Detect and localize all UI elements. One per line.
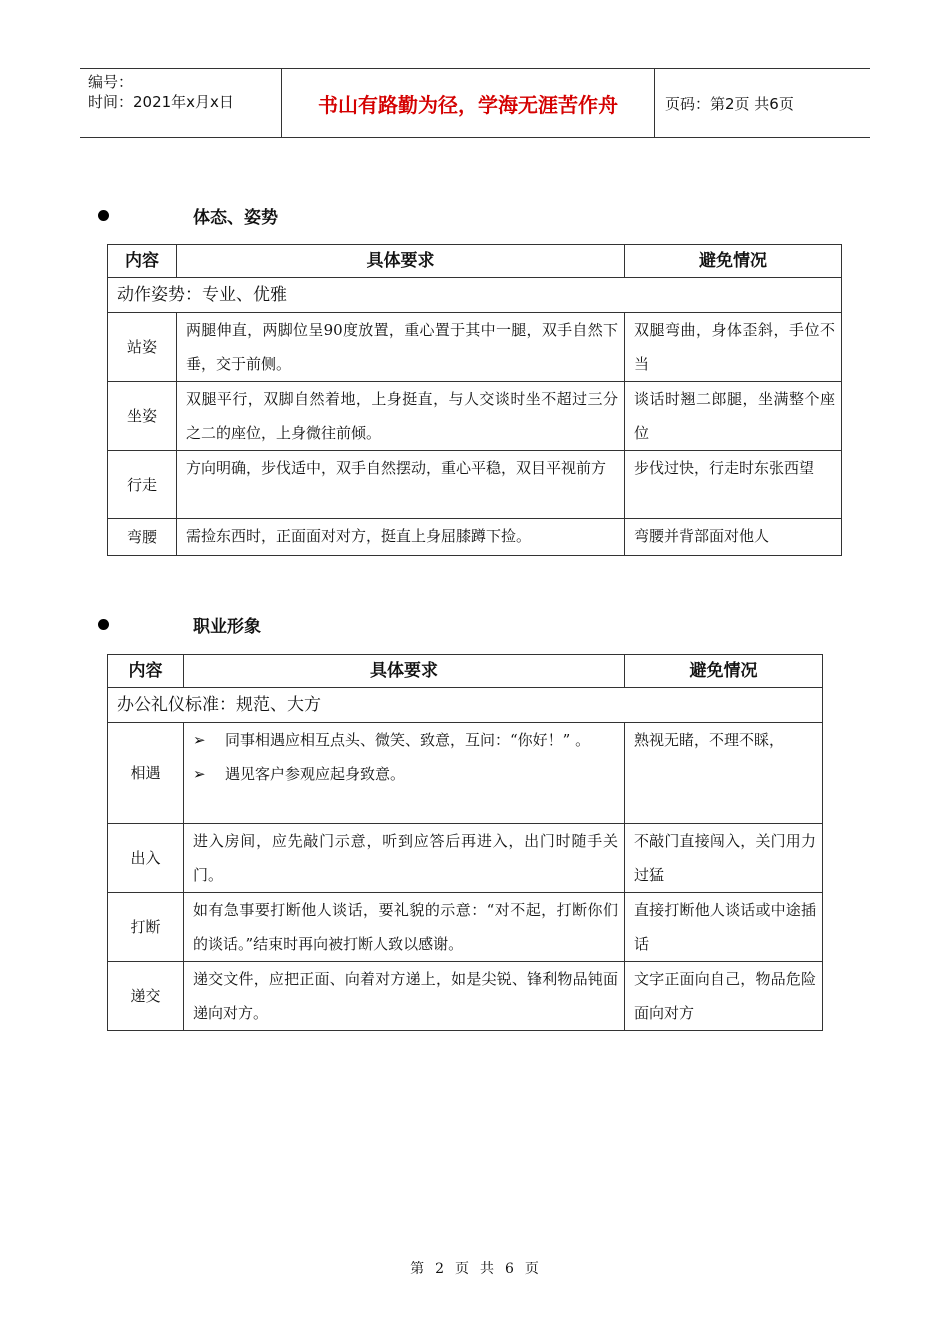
- row-requirement: 双腿平行，双脚自然着地，上身挺直，与人交谈时坐不超过三分之二的座位，上身微往前倾。: [177, 382, 625, 451]
- posture-table: [107, 244, 842, 556]
- column-header: 具体要求: [177, 245, 625, 278]
- bullet-dot-icon: [98, 210, 109, 221]
- row-requirement: 方向明确，步伐适中，双手自然摆动，重心平稳，双目平视前方: [177, 451, 625, 519]
- column-header: 内容: [108, 655, 184, 688]
- row-label: 坐姿: [108, 382, 177, 451]
- table-span-row: [108, 688, 823, 723]
- row-avoid: 双腿弯曲，身体歪斜，手位不当: [625, 313, 842, 382]
- row-label: 相遇: [108, 723, 184, 824]
- arrow-bullet-icon: ➢: [193, 731, 206, 749]
- row-requirement: 需捡东西时，正面面对对方，挺直上身屈膝蹲下捡。: [177, 519, 625, 556]
- row-avoid: 不敲门直接闯入，关门用力过猛: [625, 824, 823, 893]
- row-avoid: 直接打断他人谈话或中途插话: [625, 893, 823, 962]
- office-etiquette-table: [107, 654, 823, 1031]
- row-label: 站姿: [108, 313, 177, 382]
- table-header-row: [108, 245, 842, 278]
- table-row: [108, 962, 823, 1031]
- section-image-heading: [98, 612, 261, 637]
- column-header: 避免情况: [625, 655, 823, 688]
- table-row: [108, 313, 842, 382]
- bullet-text: 遇见客户参观应起身致意。: [225, 765, 406, 783]
- document-date: 时间：2021年x月x日: [88, 93, 234, 111]
- row-requirement: 进入房间，应先敲门示意，听到应答后再进入，出门时随手关门。: [184, 824, 625, 893]
- row-label: 行走: [108, 451, 177, 519]
- column-header: 内容: [108, 245, 177, 278]
- row-requirement: 递交文件，应把正面、向着对方递上，如是尖锐、锋利物品钝面递向对方。: [184, 962, 625, 1031]
- column-header: 具体要求: [184, 655, 625, 688]
- bullet-item: [193, 757, 618, 791]
- header-meta: [80, 69, 282, 137]
- bullet-dot-icon: [98, 619, 109, 630]
- table-row: [108, 519, 842, 556]
- header-motto: 书山有路勤为径，学海无涯苦作舟: [282, 69, 655, 137]
- row-requirement: 两腿伸直，两脚位呈90度放置，重心置于其中一腿，双手自然下垂，交于前侧。: [177, 313, 625, 382]
- table-row: [108, 382, 842, 451]
- footer-text: 共: [480, 1261, 495, 1277]
- row-requirement: [184, 723, 625, 824]
- table-span-row: [108, 278, 842, 313]
- row-label: 弯腰: [108, 519, 177, 556]
- table-row: [108, 824, 823, 893]
- row-avoid: 弯腰并背部面对他人: [625, 519, 842, 556]
- section-posture-heading: [98, 203, 278, 228]
- span-row-text: 动作姿势：专业、优雅: [108, 278, 842, 313]
- header-page-info: 页码：第2页 共6页: [665, 94, 794, 113]
- footer-text: 页: [455, 1261, 470, 1277]
- row-avoid: 谈话时翘二郎腿，坐满整个座位: [625, 382, 842, 451]
- arrow-bullet-icon: ➢: [193, 765, 206, 783]
- table-header-row: [108, 655, 823, 688]
- row-requirement: 如有急事要打断他人谈话，要礼貌的示意：“对不起，打断你们的谈话。”结束时再向被打断人致以感谢。: [184, 893, 625, 962]
- footer-total-pages: 6: [505, 1261, 515, 1277]
- span-row-text: 办公礼仪标准：规范、大方: [108, 688, 823, 723]
- row-label: 递交: [108, 962, 184, 1031]
- page-header: [80, 68, 870, 138]
- row-label: 出入: [108, 824, 184, 893]
- table-row: [108, 723, 823, 824]
- footer-page-number: 2: [435, 1261, 445, 1277]
- column-header: 避免情况: [625, 245, 842, 278]
- footer-text: 第: [410, 1261, 426, 1277]
- footer-text: 页: [524, 1261, 540, 1277]
- table-row: [108, 893, 823, 962]
- page-footer: [0, 1258, 950, 1278]
- row-avoid: 熟视无睹，不理不睬，: [625, 723, 823, 824]
- section-title: 职业形象: [193, 617, 261, 637]
- row-avoid: 文字正面向自己，物品危险面向对方: [625, 962, 823, 1031]
- document-number-label: 编号：: [88, 73, 134, 91]
- table-row: [108, 451, 842, 519]
- bullet-text: 同事相遇应相互点头、微笑、致意，互问：“你好！” 。: [225, 731, 591, 749]
- bullet-item: [193, 723, 618, 757]
- row-avoid: 步伐过快，行走时东张西望: [625, 451, 842, 519]
- row-label: 打断: [108, 893, 184, 962]
- section-title: 体态、姿势: [193, 208, 278, 228]
